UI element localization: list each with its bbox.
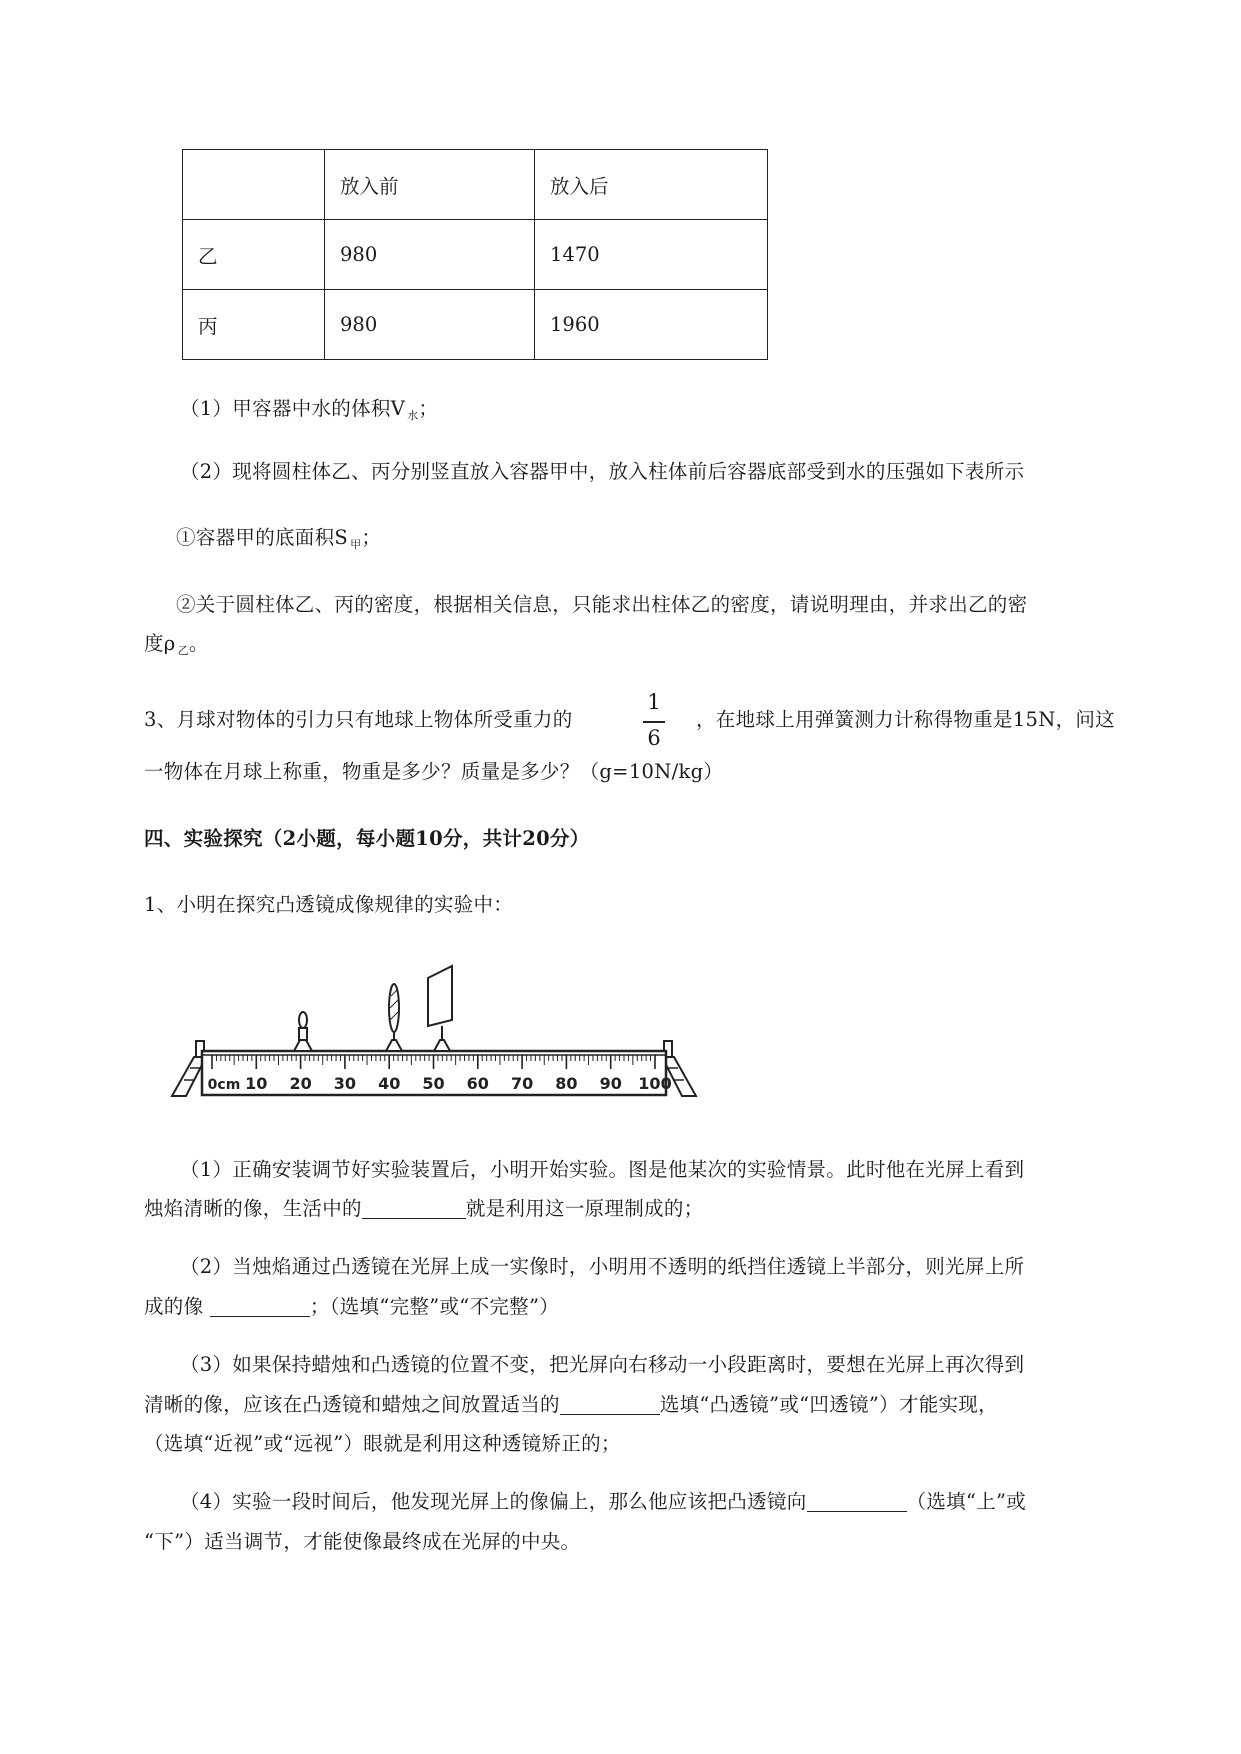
exp1-p3-text-b: 选填“凸透镜”或“凹透镜”）才能实现， [659,1393,998,1416]
light-screen-icon [428,966,452,1051]
table-cell-after: 1470 [535,220,768,290]
exp1-p2-line2 [144,1295,559,1319]
q2-sub2-line2-end: 。 [188,632,209,655]
exp1-p1-line2 [144,1197,703,1221]
answer-blank[interactable] [362,1198,466,1219]
exp1-p4-line1 [180,1490,1026,1514]
exp1-p1-line1: （1）正确安装调节好实验装置后，小明开始实验。图是他某次的实验情景。此时他在光屏上看到 [180,1158,1025,1181]
q2-sub1-subscript: 甲 [350,538,362,551]
exp1-p4-text-b: （选填“上”或 [906,1490,1027,1513]
exp1-p2-line1: （2）当烛焰通过凸透镜在光屏上成一实像时，小明用不透明的纸挡住透镜上半部分，则光屏上所 [180,1255,1025,1278]
pressure-table [182,149,768,360]
q2-sub2-line2-text: 度ρ [144,632,176,655]
exp1-p3-line2 [144,1393,998,1417]
ruler-label: 0cm [207,1077,241,1093]
answer-blank[interactable] [807,1491,907,1512]
q2-part1-end: ； [418,397,439,420]
optical-bench-figure [170,950,710,1100]
ruler-label: 10 [245,1074,268,1093]
fraction-denominator: 6 [647,726,661,750]
q2-sub2-line1: ②关于圆柱体乙、丙的密度，根据相关信息，只能求出柱体乙的密度，请说明理由，并求出乙的密 [176,593,1028,616]
exp1-p1-text-a: 烛焰清晰的像，生活中的 [144,1197,362,1220]
ruler-label: 40 [378,1074,401,1093]
q3-suffix: ，在地球上用弹簧测力计称得物重是15N，问这 [696,708,1115,731]
exp1-p1-text-b: 就是利用这一原理制成的； [465,1197,704,1220]
q2-part1 [180,397,438,428]
table-cell-before: 980 [325,220,535,290]
ruler-label: 80 [555,1074,578,1093]
exp1-p3-text-a: 清晰的像，应该在凸透镜和蜡烛之间放置适当的 [144,1393,560,1416]
q2-sub2-line2 [144,632,209,663]
answer-blank[interactable] [210,1296,310,1317]
fraction-numerator: 1 [647,690,661,714]
ruler-label: 100 [638,1074,672,1093]
ruler-label: 90 [599,1074,622,1093]
table-row [183,220,768,290]
fraction-bar [643,721,665,723]
ruler-label: 30 [333,1074,357,1093]
exp1-intro: 1、小明在探究凸透镜成像规律的实验中： [144,893,514,916]
q2-part2: （2）现将圆柱体乙、丙分别竖直放入容器甲中，放入柱体前后容器底部受到水的压强如下表所示 [180,460,1025,483]
q2-sub2-subscript: 乙 [177,644,189,657]
table-header-cell [183,150,325,220]
candle-icon [294,1012,312,1051]
exp1-p3-line1: （3）如果保持蜡烛和凸透镜的位置不变，把光屏向右移动一小段距离时，要想在光屏上再次得到 [180,1353,1025,1376]
answer-blank[interactable] [560,1394,660,1415]
ruler-label: 60 [466,1074,489,1093]
table-cell-label: 丙 [183,290,325,360]
section-heading: 四、实验探究（2小题，每小题10分，共计20分） [144,827,590,850]
q2-part1-subscript: 水 [407,409,419,422]
q2-part1-text: （1）甲容器中水的体积V [180,397,406,420]
exp1-p4-line2: “下”）适当调节，才能使像最终成在光屏的中央。 [144,1530,581,1553]
ruler-label: 20 [289,1074,312,1093]
table-cell-after: 1960 [535,290,768,360]
ruler-label: 70 [510,1074,534,1093]
exp1-p2-text-a: 成的像 [144,1295,210,1318]
q2-sub1-text: ①容器甲的底面积S [176,526,349,549]
convex-lens-icon [386,984,402,1051]
exp1-p2-text-b: ；（选填“完整”或“不完整”） [309,1295,560,1318]
ruler-label: 50 [422,1074,445,1093]
q3-prefix: 3、月球对物体的引力只有地球上物体所受重力的 [144,708,573,731]
table-header-row [183,150,768,220]
q3-line2: 一物体在月球上称重，物重是多少？质量是多少？（g=10N/kg） [144,760,724,783]
exp1-p3-line3: （选填“近视”或“远视”）眼就是利用这种透镜矫正的； [144,1432,621,1455]
q2-sub1 [176,526,381,557]
table-cell-label: 乙 [183,220,325,290]
table-cell-before: 980 [325,290,535,360]
exp1-p4-text-a: （4）实验一段时间后，他发现光屏上的像偏上，那么他应该把凸透镜向 [180,1490,807,1513]
table-row [183,290,768,360]
table-header-cell: 放入前 [325,150,535,220]
q2-sub1-end: ； [361,526,382,549]
table-header-cell: 放入后 [535,150,768,220]
